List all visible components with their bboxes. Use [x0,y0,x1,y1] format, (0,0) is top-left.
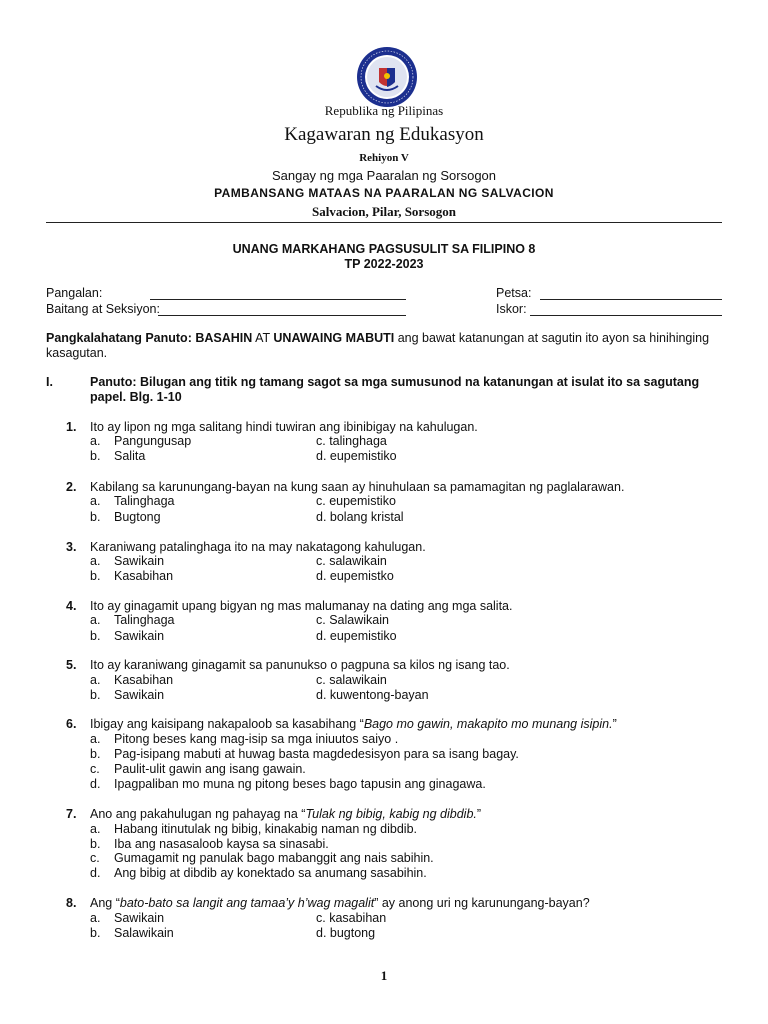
option-c[interactable]: c. salawikain [316,554,387,568]
score-label: Iskor: [496,302,527,316]
section-instructions-label: Panuto [90,375,133,389]
header-divider [46,222,722,223]
general-instructions-label: Pangkalahatang Panuto: [46,331,192,345]
region-line: Rehiyon V [359,152,409,164]
division-line: Sangay ng mga Paaralan ng Sorsogon [271,168,497,183]
option-d[interactable]: d. eupemistiko [316,629,397,643]
option-b[interactable]: b. Sawikain [90,688,165,702]
option-a[interactable]: a. Pangungusap [90,434,192,448]
question-text: Kabilang sa karunungang-bayan na kung saan ay hinuhulaan sa pamamagitan ng paglalarawan. [90,480,625,494]
score-blank[interactable] [530,315,722,316]
grade-section-label: Baitang at Seksiyon: [46,302,160,316]
question-number: 8. [66,896,77,910]
option-c[interactable]: c. eupemistiko [316,494,396,508]
option-c[interactable]: c. kasabihan [316,911,387,925]
question-number: 3. [66,540,77,554]
name-blank[interactable] [150,299,406,300]
quoted-saying: Tulak ng bibig, kabig ng dibdib. [305,807,477,821]
quoted-saying: Bago mo gawin, makapito mo munang isipin. [363,717,613,731]
question-text: Ito ay ginagamit upang bigyan ng mas malumanay na dating ang mga salita. [90,599,513,613]
deped-seal [356,46,418,108]
department-name: Kagawaran ng Edukasyon [284,124,484,145]
option-d[interactable]: d. Ang bibig at dibdib ay konektado sa anumang sasabihin. [90,866,427,880]
section-instructions-text: : Bilugan ang titik ng tamang sagot sa mga sumusunod na katanungan at isulat ito sa sagutang [132,375,700,389]
question-text: Karaniwang patalinghaga ito na may nakatagong kahulugan. [90,540,426,554]
option-d[interactable]: d. bolang kristal [316,510,404,524]
option-c[interactable]: c. Salawikain [316,613,389,627]
question-text: Ano ang pakahulugan ng pahayag na “Tulak ng bibig, kabig ng dibdib.” [90,807,482,821]
general-instructions [46,331,722,346]
option-b[interactable]: b. Pag-isipang mabuti at huwag basta magdedesisyon para sa isang bagay. [90,747,519,761]
exam-title: UNANG MARKAHANG PAGSUSULIT SA FILIPINO 8 [232,242,536,256]
option-b[interactable]: b. Salita [90,449,146,463]
school-address: Salvacion, Pilar, Sorsogon [312,204,456,219]
connector-word: AT [255,331,270,345]
page-number: 1 [380,968,388,983]
option-d[interactable]: d. bugtong [316,926,376,940]
school-name: PAMBANSANG MATAAS NA PAARALAN NG SALVACION [214,186,554,200]
general-instructions-line2: kasagutan. [46,346,108,360]
option-d[interactable]: d. kuwentong-bayan [316,688,429,702]
option-a[interactable]: a. Pitong beses kang mag-isip sa mga iniuutos saiyo . [90,732,399,746]
question-text: Ang “bato-bato sa langit ang tamaa’y h’wag magalit” ay anong uri ng karunungang-bayan? [90,896,590,910]
option-d[interactable]: d. Ipagpaliban mo muna ng pitong beses bago tapusin ang ginagawa. [90,777,486,791]
option-d[interactable]: d. eupemistiko [316,449,397,463]
option-c[interactable]: c. talinghaga [316,434,387,448]
emphasis-read: BASAHIN [195,331,253,345]
option-b[interactable]: b. Bugtong [90,510,161,524]
question-number: 5. [66,658,77,672]
section-instructions [90,375,722,390]
general-instructions-text: ang bawat katanungan at sagutin ito ayon sa hinihinging [397,331,710,345]
option-a[interactable]: a. Talinghaga [90,613,175,627]
grade-section-blank[interactable] [158,315,406,316]
option-a[interactable]: a. Talinghaga [90,494,175,508]
quoted-saying: bato-bato sa langit ang tamaa’y h’wag magalit [119,896,375,910]
option-b[interactable]: b. Iba ang nasasaloob kaysa sa sinasabi. [90,837,329,851]
option-c[interactable]: c. Gumagamit ng panulak bago mabanggit ang nais sabihin. [90,851,434,865]
option-a[interactable]: a. Habang itinutulak ng bibig, kinakabig naman ng dibdib. [90,822,417,836]
question-number: 1. [66,420,77,434]
question-number: 6. [66,717,77,731]
republic-line: Republika ng Pilipinas [324,103,444,118]
question-text: Ito ay lipon ng mga salitang hindi tuwiran ang ibinibigay na kahulugan. [90,420,478,434]
question-number: 7. [66,807,77,821]
date-label: Petsa: [496,286,532,300]
option-b[interactable]: b. Salawikain [90,926,174,940]
question-text: Ibigay ang kaisipang nakapaloob sa kasabihang “Bago mo gawin, makapito mo munang isipin.” [90,717,617,731]
name-label: Pangalan: [46,286,103,300]
section-instructions-line2: papel. Blg. 1-10 [90,390,182,404]
question-number: 2. [66,480,77,494]
option-a[interactable]: a. Sawikain [90,911,165,925]
date-blank[interactable] [540,299,722,300]
emphasis-understand: UNAWAING MABUTI [273,331,395,345]
option-c[interactable]: c. Paulit-ulit gawin ang isang gawain. [90,762,306,776]
option-b[interactable]: b. Kasabihan [90,569,174,583]
question-number: 4. [66,599,77,613]
option-a[interactable]: a. Kasabihan [90,673,174,687]
option-d[interactable]: d. eupemistko [316,569,394,583]
option-c[interactable]: c. salawikain [316,673,387,687]
school-year: TP 2022-2023 [344,257,424,271]
option-a[interactable]: a. Sawikain [90,554,165,568]
question-text: Ito ay karaniwang ginagamit sa panunukso o pagpuna sa kilos ng isang tao. [90,658,510,672]
option-b[interactable]: b. Sawikain [90,629,165,643]
section-numeral: I. [46,375,53,389]
